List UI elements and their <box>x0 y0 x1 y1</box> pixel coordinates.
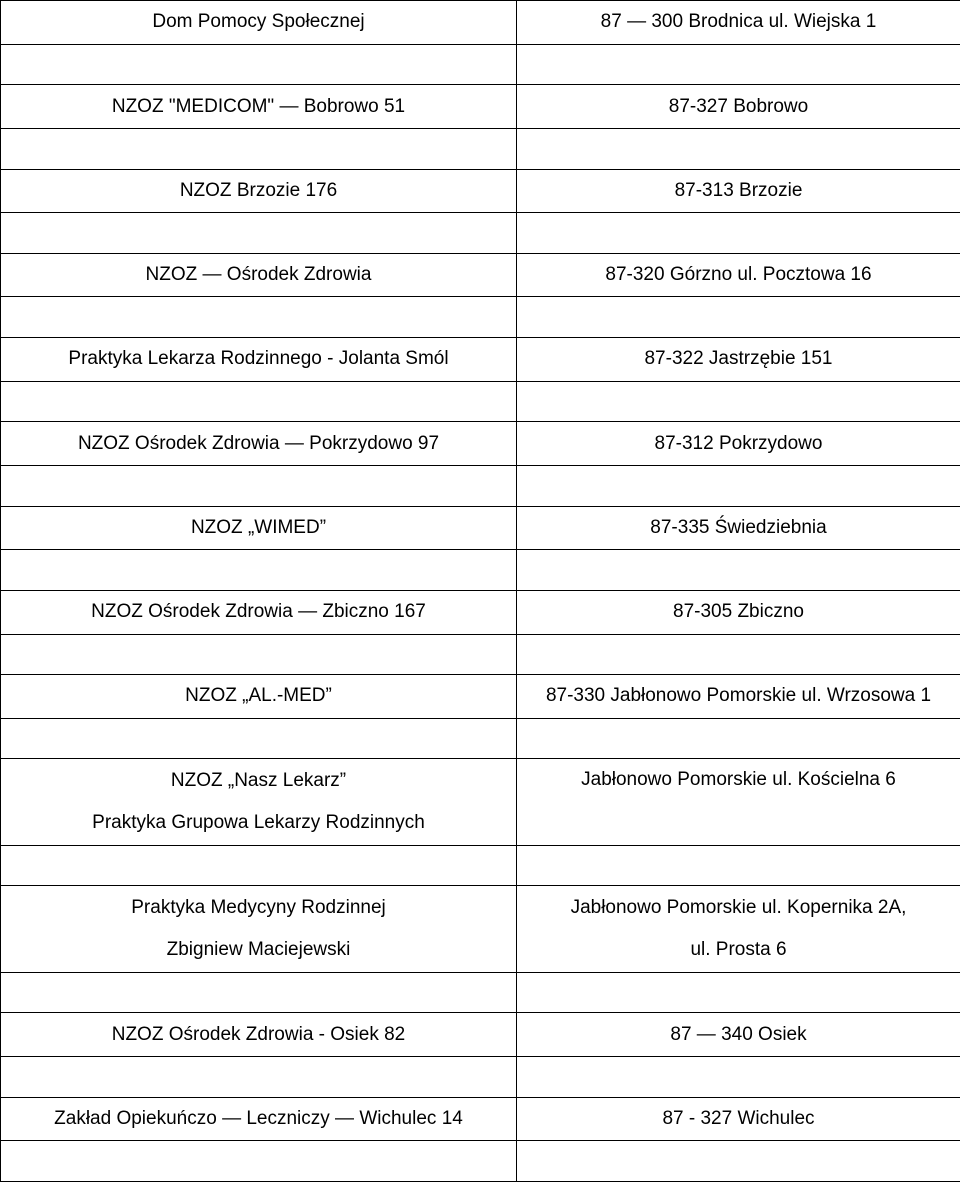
facility-address: 87-327 Bobrowo <box>517 86 960 128</box>
facility-address: 87 — 340 Osiek <box>517 1014 960 1056</box>
facility-address-cell <box>517 85 960 129</box>
table-row <box>1 506 960 550</box>
facility-name: Zakład Opiekuńczo — Leczniczy — Wichulec 14 <box>1 1098 516 1140</box>
spacer-row <box>1 1141 960 1182</box>
empty-cell <box>517 634 960 675</box>
facility-name-cell <box>1 169 517 213</box>
facility-address: 87 - 327 Wichulec <box>517 1098 960 1140</box>
table-row <box>1 675 960 719</box>
facility-address: 87-322 Jastrzębie 151 <box>517 338 960 380</box>
table-row <box>1 759 960 845</box>
table-row <box>1 886 960 972</box>
table-row <box>1 1013 960 1057</box>
facility-name-cell <box>1 675 517 719</box>
facility-name-line-2: Zbigniew Maciejewski <box>1 929 516 971</box>
table-row <box>1 422 960 466</box>
empty-cell <box>517 972 960 1013</box>
empty-cell <box>517 381 960 422</box>
facility-name: NZOZ — Ośrodek Zdrowia <box>1 254 516 296</box>
spacer-row <box>1 381 960 422</box>
facility-name: NZOZ Brzozie 176 <box>1 170 516 212</box>
facility-name-cell <box>1 590 517 634</box>
facility-name-cell <box>1 422 517 466</box>
facility-address-line-2: ul. Prosta 6 <box>517 929 960 971</box>
facility-address: 87-335 Świedziebnia <box>517 507 960 549</box>
facility-name: NZOZ Ośrodek Zdrowia — Zbiczno 167 <box>1 591 516 633</box>
facility-name: NZOZ „AL.-MED” <box>1 675 516 717</box>
empty-cell <box>1 634 517 675</box>
facility-name-cell <box>1 338 517 382</box>
empty-cell <box>517 1056 960 1097</box>
empty-cell <box>517 297 960 338</box>
facility-name-cell <box>1 253 517 297</box>
empty-cell <box>517 1141 960 1182</box>
facility-name: NZOZ „WIMED” <box>1 507 516 549</box>
facility-address: 87 — 300 Brodnica ul. Wiejska 1 <box>517 1 960 43</box>
facility-name-cell <box>1 506 517 550</box>
empty-cell <box>1 845 517 886</box>
facility-address-cell <box>517 759 960 845</box>
facility-name-cell <box>1 886 517 972</box>
empty-cell <box>1 550 517 591</box>
spacer-row <box>1 634 960 675</box>
facility-address-cell <box>517 253 960 297</box>
spacer-row <box>1 128 960 169</box>
empty-cell <box>1 465 517 506</box>
empty-cell <box>517 128 960 169</box>
empty-cell <box>517 44 960 85</box>
empty-cell <box>1 297 517 338</box>
spacer-row <box>1 718 960 759</box>
empty-cell <box>1 1056 517 1097</box>
spacer-row <box>1 550 960 591</box>
empty-cell <box>1 718 517 759</box>
spacer-row <box>1 972 960 1013</box>
facility-address-cell <box>517 675 960 719</box>
spacer-row <box>1 297 960 338</box>
facility-address: Jabłonowo Pomorskie ul. Kopernika 2A, <box>517 887 960 929</box>
table-row <box>1 253 960 297</box>
spacer-row <box>1 44 960 85</box>
facility-address: 87-305 Zbiczno <box>517 591 960 633</box>
table-row <box>1 1 960 45</box>
empty-cell <box>517 718 960 759</box>
facility-address: Jabłonowo Pomorskie ul. Kościelna 6 <box>517 759 960 801</box>
table-row <box>1 590 960 634</box>
facility-name-cell <box>1 759 517 845</box>
table-row <box>1 338 960 382</box>
facility-address-cell <box>517 590 960 634</box>
facility-name: Praktyka Medycyny Rodzinnej <box>1 887 516 929</box>
facility-name-cell <box>1 1 517 45</box>
facility-name-cell <box>1 1013 517 1057</box>
facility-name: NZOZ „Nasz Lekarz” <box>1 760 516 802</box>
empty-cell <box>517 213 960 254</box>
facility-address: 87-330 Jabłonowo Pomorskie ul. Wrzosowa 1 <box>517 675 960 717</box>
facility-name-line-2: Praktyka Grupowa Lekarzy Rodzinnych <box>1 802 516 844</box>
facility-address-cell <box>517 169 960 213</box>
spacer-row <box>1 845 960 886</box>
table-row <box>1 169 960 213</box>
facility-address-cell <box>517 886 960 972</box>
facility-name: Praktyka Lekarza Rodzinnego - Jolanta Smól <box>1 338 516 380</box>
table-row <box>1 1097 960 1141</box>
facility-address-cell <box>517 506 960 550</box>
facility-address-cell <box>517 422 960 466</box>
spacer-row <box>1 465 960 506</box>
table-row <box>1 85 960 129</box>
empty-cell <box>1 128 517 169</box>
facility-address-cell <box>517 338 960 382</box>
facility-name: NZOZ "MEDICOM" — Bobrowo 51 <box>1 86 516 128</box>
facility-address-cell <box>517 1097 960 1141</box>
spacer-row <box>1 1056 960 1097</box>
facility-address: 87-313 Brzozie <box>517 170 960 212</box>
facility-name: NZOZ Ośrodek Zdrowia - Osiek 82 <box>1 1014 516 1056</box>
facility-address-cell <box>517 1 960 45</box>
empty-cell <box>1 1141 517 1182</box>
facility-name-cell <box>1 85 517 129</box>
empty-cell <box>517 465 960 506</box>
empty-cell <box>1 381 517 422</box>
empty-cell <box>517 550 960 591</box>
facility-address-cell <box>517 1013 960 1057</box>
spacer-row <box>1 213 960 254</box>
facility-name: NZOZ Ośrodek Zdrowia — Pokrzydowo 97 <box>1 423 516 465</box>
empty-cell <box>1 213 517 254</box>
empty-cell <box>1 44 517 85</box>
facility-address: 87-320 Górzno ul. Pocztowa 16 <box>517 254 960 296</box>
facility-name-cell <box>1 1097 517 1141</box>
facility-address: 87-312 Pokrzydowo <box>517 423 960 465</box>
empty-cell <box>1 972 517 1013</box>
empty-cell <box>517 845 960 886</box>
facility-name: Dom Pomocy Społecznej <box>1 1 516 43</box>
